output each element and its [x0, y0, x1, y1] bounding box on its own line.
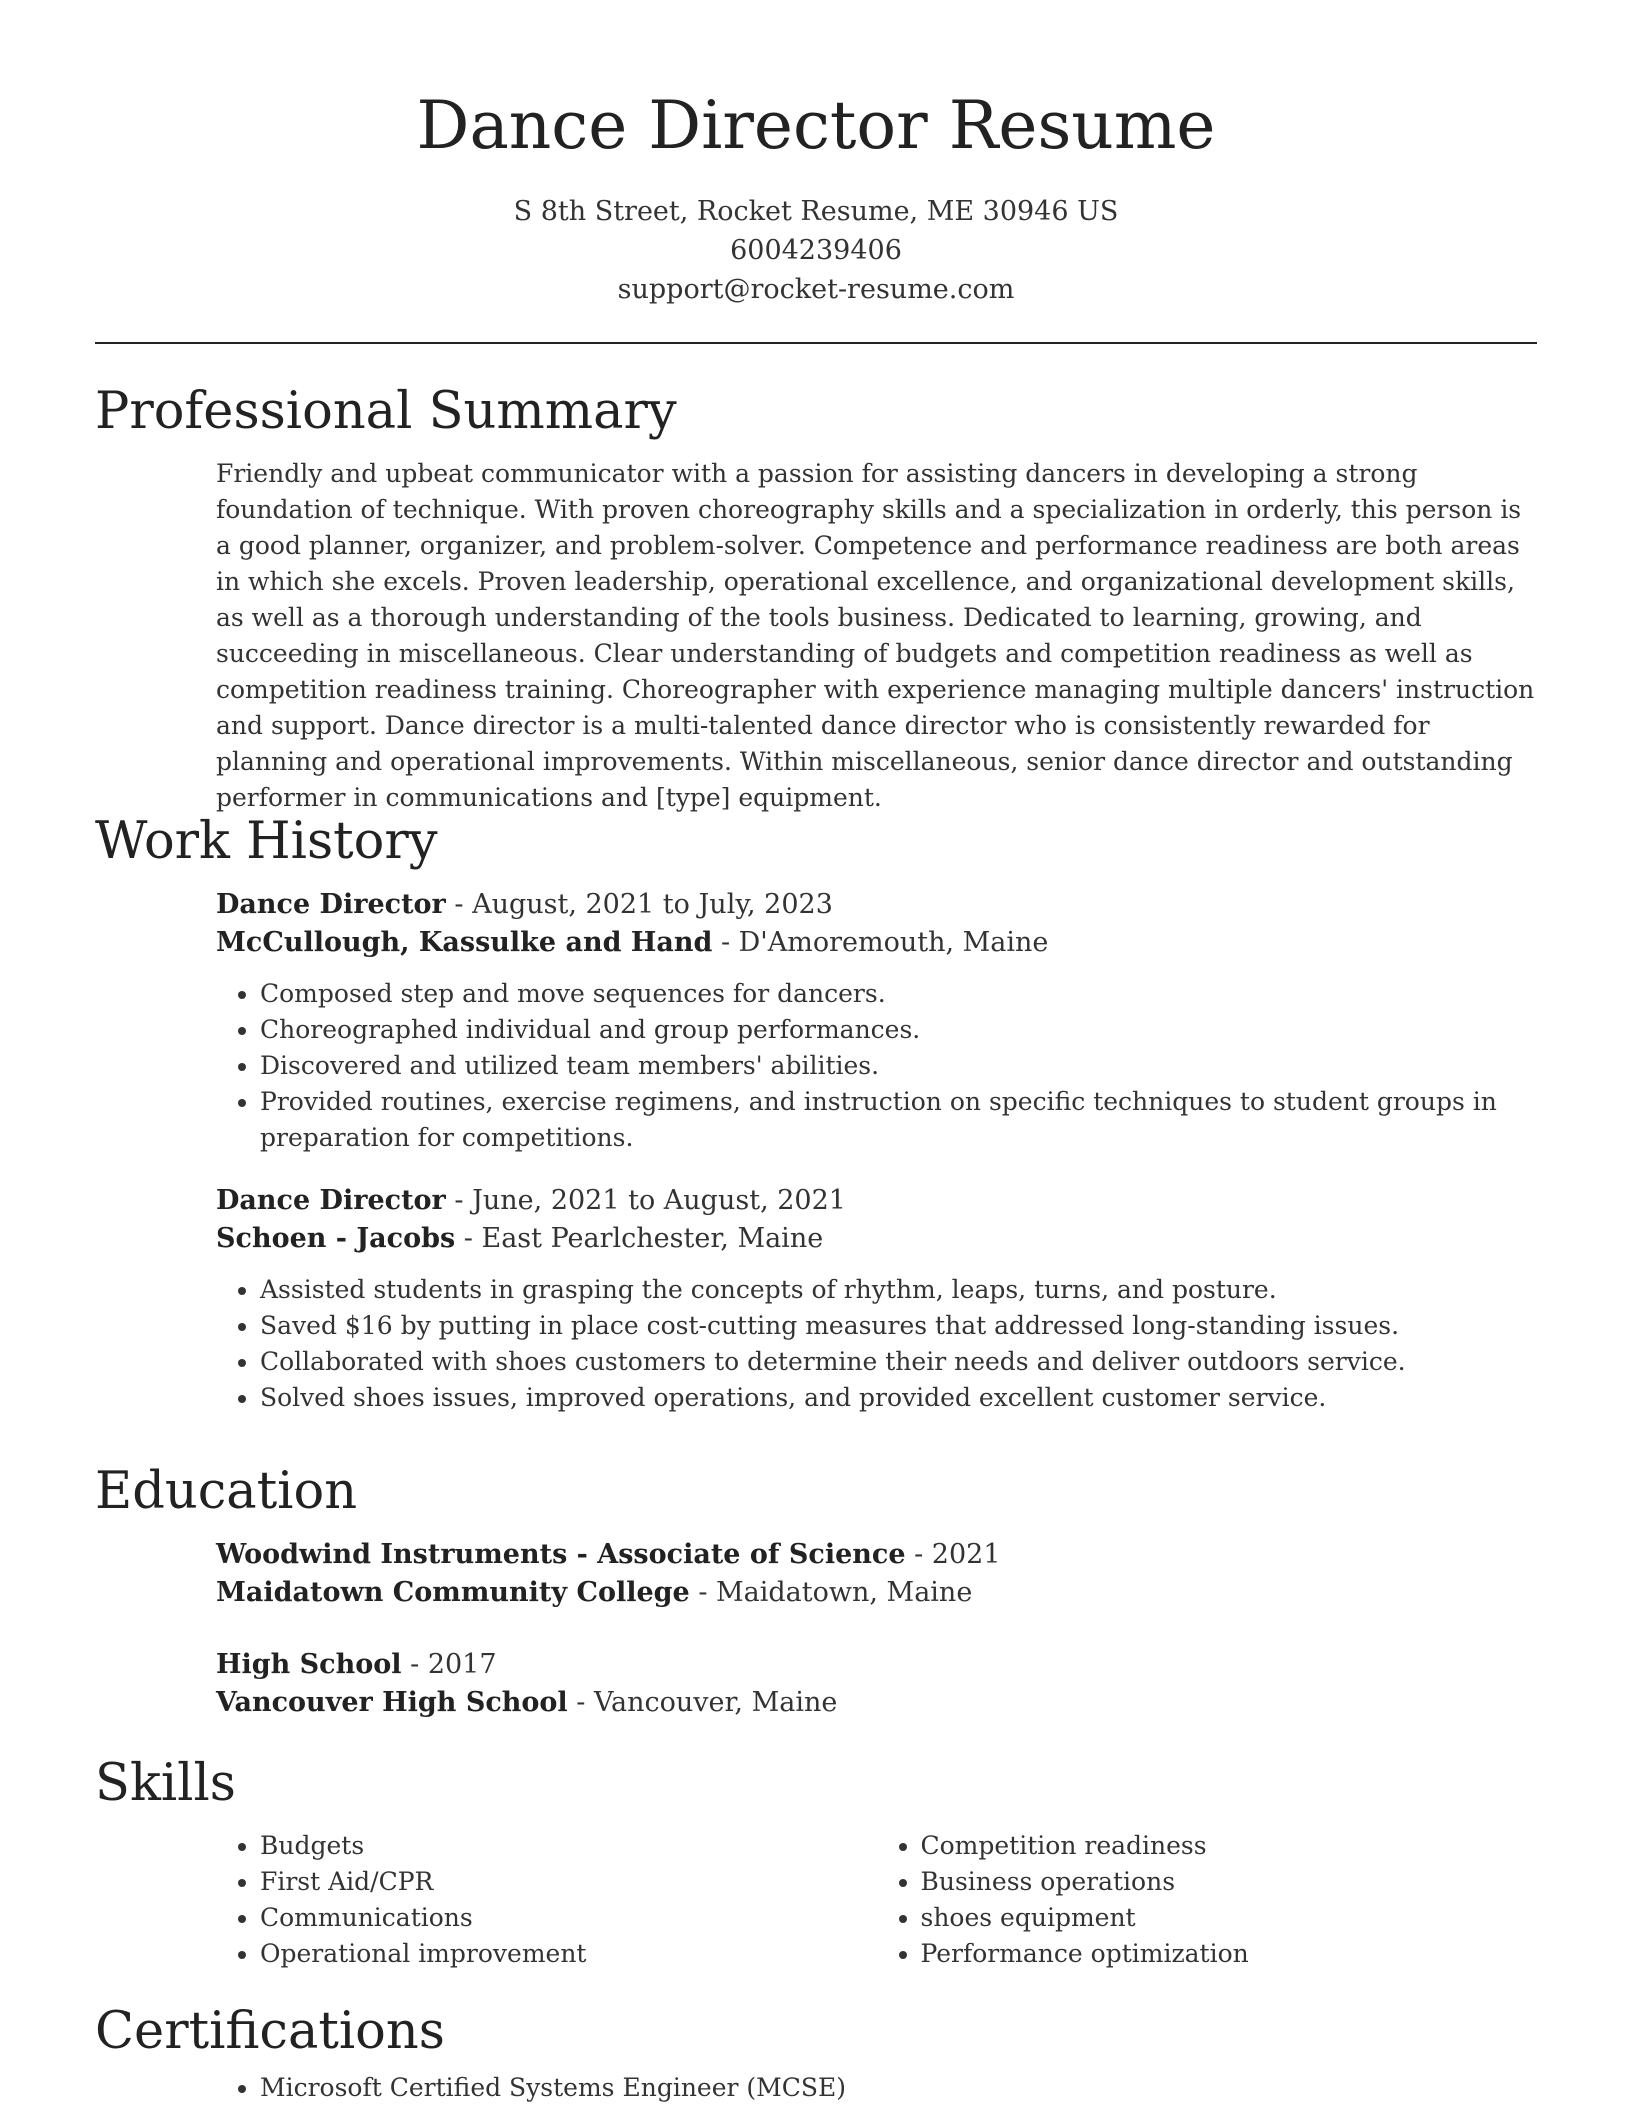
degree-year: - 2021: [905, 1539, 1001, 1570]
page-title: Dance Director Resume: [416, 87, 1216, 164]
phone-text: 6004239406: [730, 235, 902, 266]
list-item: • Business operations: [921, 1864, 1538, 1900]
skills-list-left: [216, 1828, 877, 1972]
job-title-line: [216, 886, 1537, 924]
summary-text: Friendly and upbeat communicator with a passion for assisting dancers in developing a strong foundation of technique. With proven choreography skills and a specialization in orderly, this person is a good planner, organizer, and problem-solver. Competence and performance readiness are both areas in which she excels. Proven leadership, operational excellence, and organizational development skills, as well as a thorough understanding of the tools business. Dedicated to learning, growing, and succeeding in miscellaneous. Clear understanding of budgets and competition readiness as well as competition readiness training. Choreographer with experience managing multiple dancers' instruction and support. Dance director is a multi-talented dance director who is consistently rewarded for planning and operational improvements. Within miscellaneous, senior dance director and outstanding performer in communications and [type] equipment.: [216, 459, 1535, 812]
list-item: • Budgets: [260, 1828, 877, 1864]
list-item: • Saved $16 by putting in place cost-cutting measures that addressed long-standing issues.: [260, 1308, 1537, 1344]
job-company: Schoen - Jacobs: [216, 1223, 456, 1254]
education-section: [95, 1460, 1537, 1756]
school-location: - Vancouver, Maine: [567, 1687, 838, 1718]
address-text: S 8th Street, Rocket Resume, ME 30946 US: [513, 196, 1119, 227]
list-item: • Collaborated with shoes customers to determine their needs and deliver outdoors service.: [260, 1344, 1537, 1380]
degree-line: [216, 1536, 1537, 1574]
job-company: McCullough, Kassulke and Hand: [216, 927, 713, 958]
email-text: support@rocket-resume.com: [617, 274, 1015, 305]
education-entry: [216, 1536, 1537, 1612]
job-title-line: [216, 1182, 1537, 1220]
school-location: - Maidatown, Maine: [689, 1577, 973, 1608]
header-divider: [95, 342, 1537, 344]
list-item: • Discovered and utilized team members' abilities.: [260, 1048, 1537, 1084]
certifications-section: [95, 2000, 1537, 2106]
school-line: [216, 1684, 1537, 1722]
list-item: • Choreographed individual and group performances.: [260, 1012, 1537, 1048]
contact-info: [95, 192, 1537, 309]
work-history-heading: Work History: [95, 812, 438, 871]
job-bullets: [216, 1272, 1537, 1416]
school-name: Vancouver High School: [216, 1687, 568, 1718]
skills-section: [95, 1752, 1537, 1972]
list-item: • Communications: [260, 1900, 877, 1936]
certifications-list: [216, 2070, 1537, 2106]
resume-header: [95, 78, 1537, 309]
summary-section: [95, 380, 1537, 816]
summary-heading: Professional Summary: [95, 382, 677, 441]
job-location: - East Pearlchester, Maine: [455, 1223, 824, 1254]
job-entry: [216, 1182, 1537, 1416]
skills-grid: [216, 1828, 1537, 1972]
school-line: [216, 1574, 1537, 1612]
list-item: • Competition readiness: [921, 1828, 1538, 1864]
list-item: • Assisted students in grasping the concepts of rhythm, leaps, turns, and posture.: [260, 1272, 1537, 1308]
degree-name: Woodwind Instruments - Associate of Science: [216, 1539, 906, 1570]
skills-heading: Skills: [95, 1754, 236, 1813]
certifications-heading: Certifications: [95, 2002, 445, 2061]
job-title: Dance Director: [216, 889, 446, 920]
education-entry: [216, 1646, 1537, 1722]
list-item: • Provided routines, exercise regimens, and instruction on specific techniques to student groups in preparation for competitions.: [260, 1084, 1537, 1156]
job-bullets: [216, 976, 1537, 1156]
list-item: • Solved shoes issues, improved operations, and provided excellent customer service.: [260, 1380, 1537, 1416]
job-company-line: [216, 924, 1537, 962]
list-item: • Composed step and move sequences for dancers.: [260, 976, 1537, 1012]
school-name: Maidatown Community College: [216, 1577, 690, 1608]
skills-list-right: [877, 1828, 1538, 1972]
job-title: Dance Director: [216, 1185, 446, 1216]
list-item: • First Aid/CPR: [260, 1864, 877, 1900]
job-entry: [216, 886, 1537, 1156]
job-dates: - June, 2021 to August, 2021: [445, 1185, 846, 1216]
list-item: • Microsoft Certified Systems Engineer (MCSE): [260, 2070, 1537, 2106]
list-item: • Performance optimization: [921, 1936, 1538, 1972]
job-location: - D'Amoremouth, Maine: [712, 927, 1049, 958]
degree-line: [216, 1646, 1537, 1684]
job-company-line: [216, 1220, 1537, 1258]
degree-name: High School: [216, 1649, 402, 1680]
degree-year: - 2017: [401, 1649, 497, 1680]
education-heading: Education: [95, 1462, 358, 1521]
work-history-section: [95, 810, 1537, 1442]
list-item: • Operational improvement: [260, 1936, 877, 1972]
job-dates: - August, 2021 to July, 2023: [445, 889, 833, 920]
list-item: • shoes equipment: [921, 1900, 1538, 1936]
